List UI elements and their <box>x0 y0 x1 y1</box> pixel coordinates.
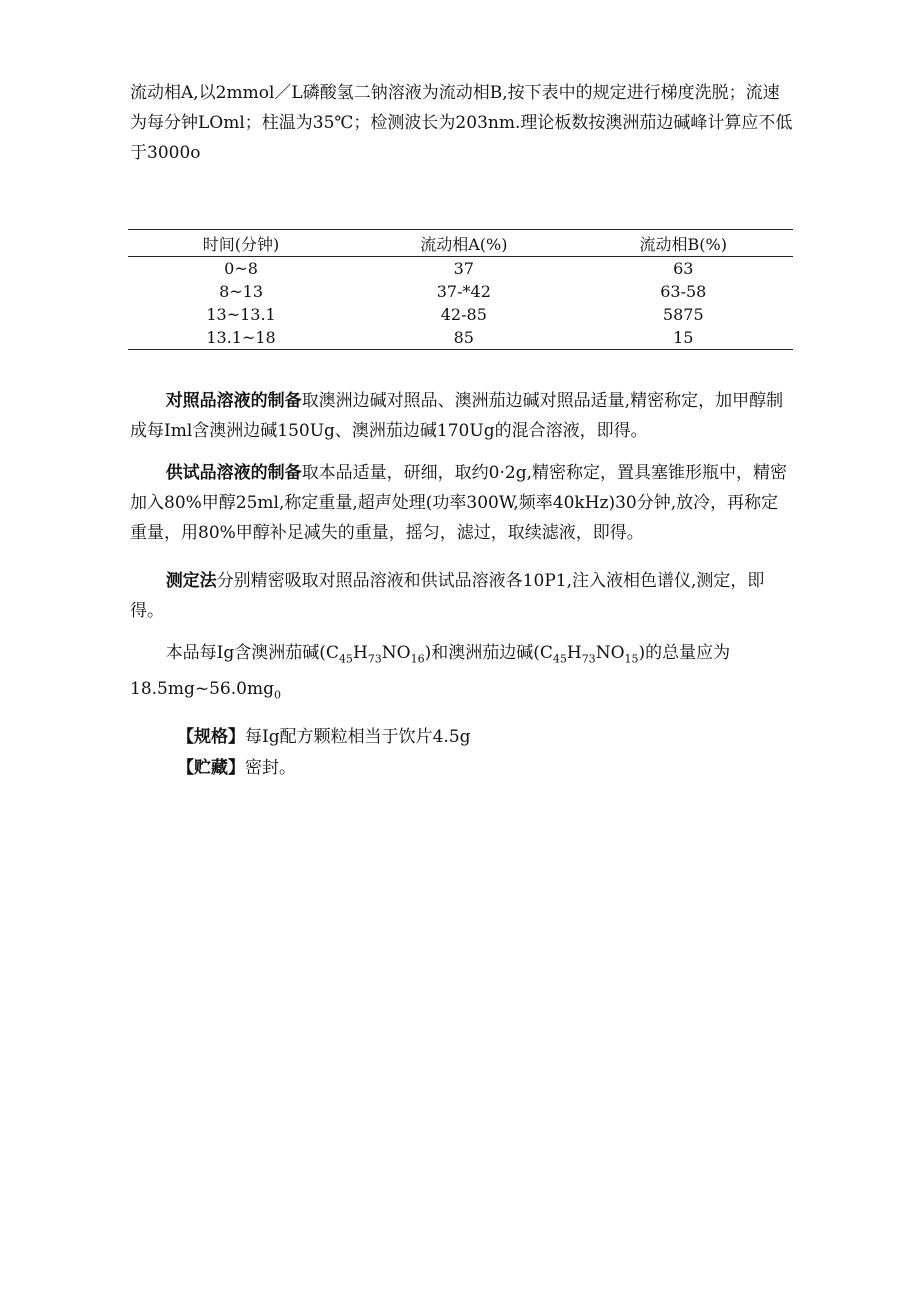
reference-solution-title: 对照品溶液的制备 <box>165 391 302 411</box>
cell-phase-b: 63 <box>673 259 694 278</box>
method-paragraph <box>130 566 795 626</box>
formula2-no: NO <box>595 643 625 663</box>
formula1-c-count: 45 <box>338 652 353 666</box>
cell-phase-a: 85 <box>453 328 474 347</box>
content-post: )的总量应为18.5mg~56.0mg <box>130 643 731 700</box>
content-paragraph <box>130 638 795 711</box>
storage-text: 密封。 <box>245 758 296 778</box>
cell-time: 0~8 <box>224 259 258 278</box>
content-mid: )和澳洲茄边碱(C <box>424 643 553 663</box>
storage-line <box>177 753 296 783</box>
content-pre: 本品每Ig含澳洲茄碱(C <box>165 643 339 663</box>
test-solution-paragraph <box>130 458 795 548</box>
cell-time: 13.1~18 <box>206 328 276 347</box>
formula2-c-count: 45 <box>552 652 567 666</box>
col-header-phase-a: 流动相A(%) <box>354 230 573 257</box>
test-solution-text: 取本品适量，研细，取约0·2g,精密称定，置具塞锥形瓶中，精密加入80%甲醇25ml,称定重量,超声处理(功率300W,频率40kHz)30分钟,放冷，再称定重量，用80%甲醇补足减失的重量，摇匀，滤过，取续滤液，即得。 <box>130 463 788 543</box>
storage-label: 【贮藏】 <box>177 758 245 778</box>
method-title: 测定法 <box>165 571 217 591</box>
table-row <box>128 326 793 350</box>
cell-phase-b: 63-58 <box>660 282 707 301</box>
formula2-o-count: 15 <box>624 652 639 666</box>
formula1-no: NO <box>381 643 411 663</box>
formula2-h: H <box>566 643 582 663</box>
test-solution-title: 供试品溶液的制备 <box>165 463 302 483</box>
formula1-h-count: 73 <box>367 652 382 666</box>
spec-label: 【规格】 <box>177 727 245 747</box>
reference-solution-paragraph <box>130 386 795 446</box>
table-header-row <box>128 230 793 257</box>
table-row <box>128 280 793 303</box>
formula2-h-count: 73 <box>581 652 596 666</box>
formula1-h: H <box>352 643 368 663</box>
table-row <box>128 303 793 326</box>
cell-phase-a: 37-*42 <box>436 282 491 301</box>
cell-time: 13~13.1 <box>206 305 276 324</box>
col-header-time: 时间(分钟) <box>128 230 354 257</box>
col-header-phase-b: 流动相B(%) <box>574 230 793 257</box>
cell-phase-a: 42-85 <box>440 305 487 324</box>
cell-phase-b: 15 <box>673 328 694 347</box>
spec-line <box>177 722 471 752</box>
intro-paragraph: 流动相A,以2mmol／L磷酸氢二钠溶液为流动相B,按下表中的规定进行梯度洗脱；流速为每分钟LOml；柱温为35℃；检测波长为203nm.理论板数按澳洲茄边碱峰计算应不低于3000o <box>130 83 793 163</box>
table-row <box>128 257 793 281</box>
cell-phase-b: 5875 <box>662 305 704 324</box>
spec-text: 每Ig配方颗粒相当于饮片4.5g <box>245 727 471 747</box>
gradient-table <box>128 229 793 350</box>
cell-phase-a: 37 <box>453 259 474 278</box>
formula1-o-count: 16 <box>410 652 425 666</box>
cell-time: 8~13 <box>219 282 264 301</box>
content-tail: 0 <box>273 688 281 702</box>
method-text: 分别精密吸取对照品溶液和供试品溶液各10P1,注入液相色谱仪,测定，即得。 <box>130 571 765 621</box>
reference-solution-text: 取澳洲边碱对照品、澳洲茄边碱对照品适量,精密称定，加甲醇制成每Iml含澳洲边碱150Ug、澳洲茄边碱170Ug的混合溶液，即得。 <box>130 391 784 441</box>
